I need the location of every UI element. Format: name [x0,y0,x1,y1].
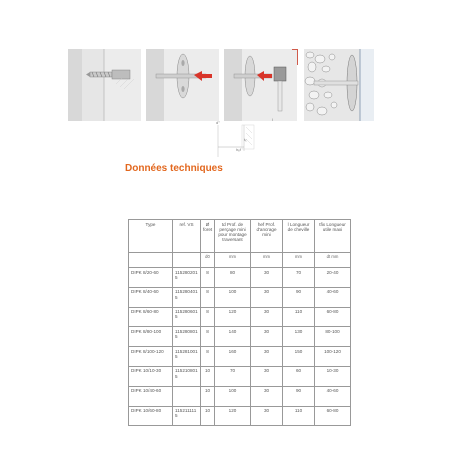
value-cell: 90 [283,386,315,406]
table-header-row [129,220,351,253]
technical-data-table [128,219,351,426]
value-cell: 150 [283,347,315,367]
col-header: hef Prof. d'ancrage mini [251,220,283,253]
value-cell: 100 [215,386,251,406]
step-final-panel [304,49,374,121]
table-row [129,406,351,426]
units-row [129,253,351,268]
unit-cell: mm [283,253,315,268]
col-header: l Longueur de cheville [283,220,315,253]
ref-cell: 115210801 5 [173,366,201,386]
value-cell: 10 [201,366,215,386]
value-cell: 80 [215,268,251,288]
value-cell: 30 [251,347,283,367]
ref-cell: 115280801 5 [173,327,201,347]
value-cell: 30 [251,406,283,426]
unit-cell: mm [215,253,251,268]
value-cell: 8 [201,307,215,327]
col-header: td Prof. de perçage mini pour montage traversant [215,220,251,253]
value-cell: 10 [201,406,215,426]
section-title: Données techniques [125,163,223,174]
label-hef: hₑf [236,147,241,152]
col-header: ref. VS [173,220,201,253]
value-cell: 100 [215,287,251,307]
type-cell: DIPK 8/40-60 [129,287,173,307]
value-cell: 160 [215,347,251,367]
value-cell: 70 [283,268,315,288]
table-row [129,268,351,288]
value-cell: 8 [201,347,215,367]
table-row [129,347,351,367]
highlight-frame [292,49,298,65]
step-hammer-panel [224,49,297,121]
value-cell: 60-80 [315,406,351,426]
ref-cell: 115280401 5 [173,287,201,307]
value-cell: 110 [283,307,315,327]
value-cell: 70 [215,366,251,386]
value-cell: 30 [251,307,283,327]
value-cell: 90 [283,287,315,307]
label-tfix: tₓ [244,137,247,142]
value-cell: 120 [215,406,251,426]
table-row [129,366,351,386]
value-cell: 10-30 [315,366,351,386]
type-cell: DIPK 8/60-80 [129,307,173,327]
unit-cell: d0 [201,253,215,268]
table-row [129,307,351,327]
value-cell: 30 [251,287,283,307]
value-cell: 60-80 [315,307,351,327]
value-cell: 8 [201,327,215,347]
unit-cell [129,253,173,268]
value-cell: 8 [201,287,215,307]
value-cell: 30 [251,366,283,386]
value-cell: 120 [215,307,251,327]
unit-cell: mm [251,253,283,268]
value-cell: 20-40 [315,268,351,288]
ref-cell: 115211111 5 [173,406,201,426]
type-cell: DIPK 10/60-80 [129,406,173,426]
value-cell: 110 [283,406,315,426]
type-cell: DIPK 10/10-30 [129,366,173,386]
ref-cell [173,386,201,406]
installation-diagram [68,49,374,159]
dimension-sketch [214,123,294,159]
label-l: l [272,117,273,122]
type-cell: DIPK 8/100-120 [129,347,173,367]
step-insert-panel [146,49,219,121]
value-cell: 100-120 [315,347,351,367]
value-cell: 60 [283,366,315,386]
value-cell: 30 [251,268,283,288]
value-cell: 30 [251,386,283,406]
value-cell: 30 [251,327,283,347]
value-cell: 10 [201,386,215,406]
unit-cell: dt mm [315,253,351,268]
unit-cell [173,253,201,268]
step-drilling-panel [68,49,141,121]
table-row [129,327,351,347]
type-cell: DIPK 8/80-100 [129,327,173,347]
value-cell: 130 [283,327,315,347]
table-row [129,386,351,406]
ref-cell: 115280601 5 [173,307,201,327]
value-cell: 80-100 [315,327,351,347]
label-d0: d° [216,120,220,125]
ref-cell: 115281001 5 [173,347,201,367]
col-header: tfix Longueur utile maxi [315,220,351,253]
value-cell: 40-60 [315,287,351,307]
type-cell: DIPK 8/20-60 [129,268,173,288]
type-cell: DIPK 10/40-60 [129,386,173,406]
value-cell: 8 [201,268,215,288]
col-header: Ø foret [201,220,215,253]
col-header: Type [129,220,173,253]
table-row [129,287,351,307]
value-cell: 140 [215,327,251,347]
value-cell: 40-60 [315,386,351,406]
ref-cell: 115280201 5 [173,268,201,288]
